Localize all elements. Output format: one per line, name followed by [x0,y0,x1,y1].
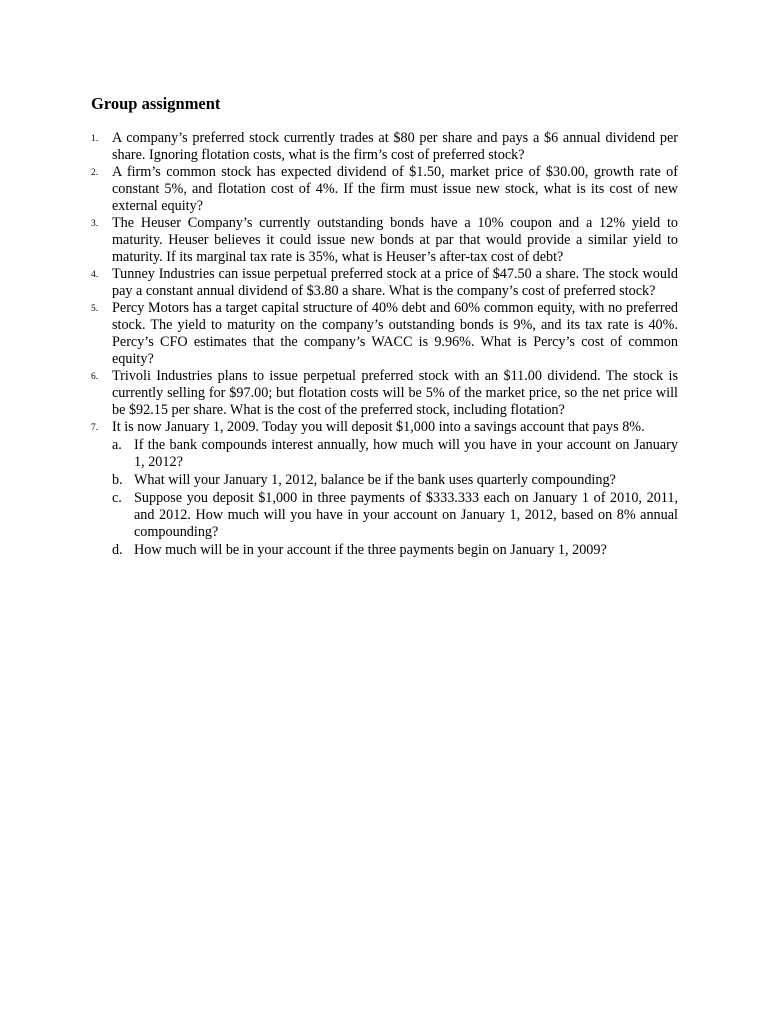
question-body [112,300,678,368]
subpart-a [112,437,678,471]
subpart-c [112,490,678,541]
question-list [91,130,678,560]
question-1 [91,130,678,164]
question-number: 7. [91,423,99,433]
question-body [112,368,678,419]
question-body [112,215,678,266]
subpart-letter: c. [112,490,122,506]
question-text: A company’s preferred stock currently trades at $80 per share and pays a $6 annual dividend per share. Ignoring flotation costs, what is the firm’s cost of preferred stock? [112,130,678,163]
subpart-letter: d. [112,542,123,558]
question-number: 1. [91,134,99,144]
question-text: Trivoli Industries plans to issue perpetual preferred stock with an $11.00 dividend. The stock is currently selling for $97.00; but flotation costs will be 5% of the market price, so the net price will be $92.15 per share. What is the cost of the preferred stock, including flotation? [112,368,678,418]
document-title: Group assignment [91,94,221,113]
question-body [112,164,678,215]
subpart-text: How much will be in your account if the three payments begin on January 1, 2009? [134,542,607,558]
subpart-text: What will your January 1, 2012, balance be if the bank uses quarterly compounding? [134,472,616,488]
question-6 [91,368,678,419]
subpart-b [112,472,678,489]
subpart-list [112,437,678,559]
question-body [112,266,678,300]
question-4 [91,266,678,300]
question-7 [91,419,678,560]
question-text: Percy Motors has a target capital structure of 40% debt and 60% common equity, with no preferred stock. The yield to maturity on the company’s outstanding bonds is 9%, and its tax rate is 40%. Percy’s CFO estimates that the company’s WACC is 9.96%. What is Percy’s cost of common equity? [112,300,678,367]
subpart-letter: b. [112,472,123,488]
subpart-d [112,542,678,559]
question-number: 3. [91,219,99,229]
question-2 [91,164,678,215]
question-3 [91,215,678,266]
subpart-text: Suppose you deposit $1,000 in three payments of $333.333 each on January 1 of 2010, 2011, and 2012. How much will you have in your account on January 1, 2012, based on 8% annual compounding? [134,490,678,540]
question-text: It is now January 1, 2009. Today you will deposit $1,000 into a savings account that pays 8%. [112,419,645,435]
question-body [112,130,678,164]
question-text: The Heuser Company’s currently outstanding bonds have a 10% coupon and a 12% yield to maturity. Heuser believes it could issue new bonds at par that would provide a similar yield to maturity. If its marginal tax rate is 35%, what is Heuser’s after-tax cost of debt? [112,215,678,265]
question-number: 6. [91,372,99,382]
question-text: Tunney Industries can issue perpetual preferred stock at a price of $47.50 a share. The stock would pay a constant annual dividend of $3.80 a share. What is the company’s cost of preferred stock? [112,266,678,299]
document-page [91,94,678,560]
subpart-text: If the bank compounds interest annually, how much will you have in your account on January 1, 2012? [134,437,678,470]
question-text: A firm’s common stock has expected dividend of $1.50, market price of $30.00, growth rate of constant 5%, and flotation cost of 4%. If the firm must issue new stock, what is its cost of new external equity? [112,164,678,214]
question-number: 5. [91,304,99,314]
question-number: 2. [91,168,99,178]
subpart-letter: a. [112,437,122,453]
question-5 [91,300,678,368]
question-body [112,419,678,560]
question-number: 4. [91,270,99,280]
